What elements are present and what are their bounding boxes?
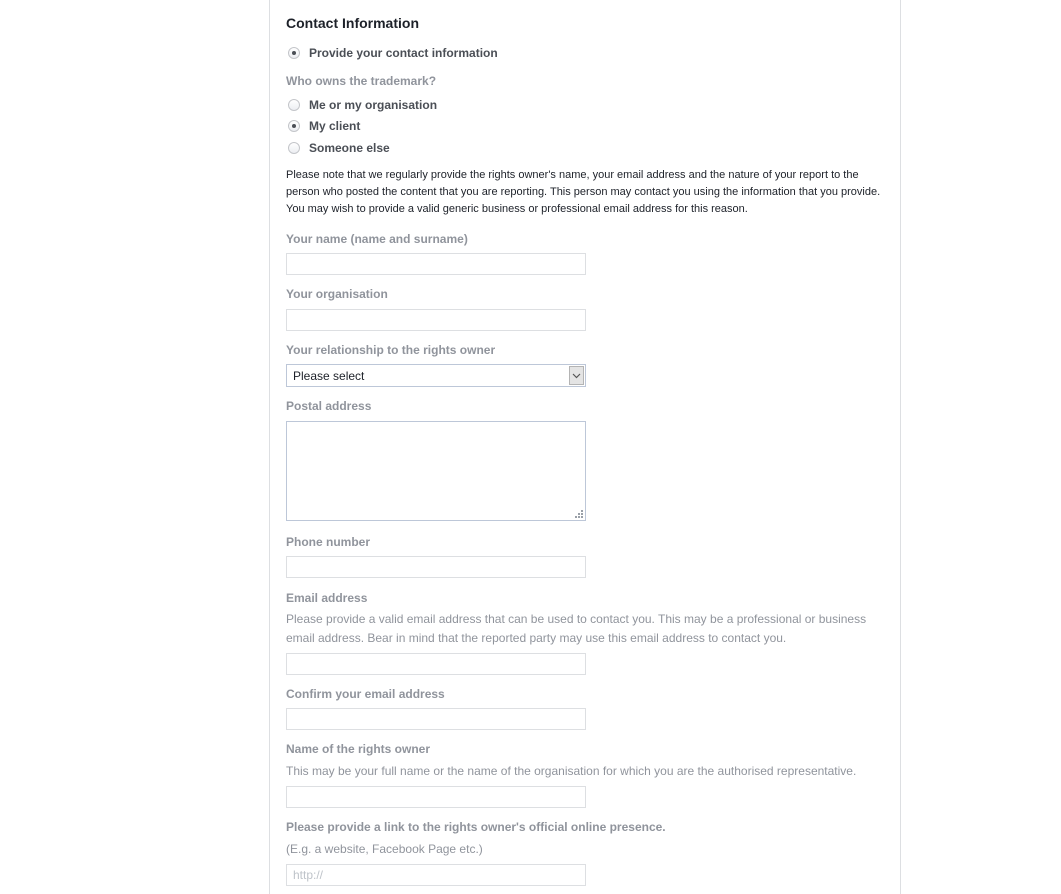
online-presence-label: Please provide a link to the rights owner's official online presence. [286, 820, 666, 834]
rights-owner-name-label: Name of the rights owner [286, 742, 431, 756]
organisation-label: Your organisation [286, 287, 388, 301]
confirm-email-input[interactable] [286, 708, 586, 730]
online-presence-help-text: (E.g. a website, Facebook Page etc.) [286, 842, 483, 856]
relationship-selected-value: Please select [293, 368, 365, 383]
postal-address-textarea[interactable] [286, 421, 586, 521]
radio-label: Me or my organisation [309, 98, 438, 112]
rights-owner-name-input[interactable] [286, 786, 586, 808]
email-help-text: Please provide a valid email address that can be used to contact you. This may be a professional or business email address. Bear in mind that the reported party may use this email address to contact you. [286, 612, 867, 645]
radio-label: Someone else [309, 141, 390, 155]
confirm-email-label: Confirm your email address [286, 687, 445, 701]
rights-owner-name-help-text: This may be your full name or the name of the organisation for which you are the authorised representative. [286, 764, 857, 778]
radio-provide-contact-info[interactable] [288, 44, 498, 62]
privacy-notice: Please note that we regularly provide the rights owner's name, your email address and the nature of your report to the person who posted the content that you are reporting. This person may contact you using the information that you provide. You may wish to provide a valid generic business or professional email address for this reason. [286, 169, 881, 215]
radio-someone-else[interactable] [288, 139, 390, 157]
form-panel [269, 0, 901, 894]
email-label: Email address [286, 591, 368, 605]
form-content [286, 0, 886, 856]
name-label: Your name (name and surname) [286, 232, 468, 246]
organisation-input[interactable] [286, 309, 586, 331]
section-title: Contact Information [286, 15, 419, 31]
name-input[interactable] [286, 253, 586, 275]
ownership-question: Who owns the trademark? [286, 74, 437, 88]
radio-checked-icon[interactable] [288, 47, 300, 59]
online-presence-input[interactable] [286, 864, 586, 886]
phone-label: Phone number [286, 535, 371, 549]
radio-unchecked-icon[interactable] [288, 142, 300, 154]
postal-address-label: Postal address [286, 399, 372, 413]
radio-label: Provide your contact information [309, 46, 498, 60]
relationship-label: Your relationship to the rights owner [286, 343, 496, 357]
radio-label: My client [309, 119, 361, 133]
chevron-down-icon[interactable] [569, 366, 584, 385]
email-input[interactable] [286, 653, 586, 675]
relationship-select[interactable] [286, 364, 586, 387]
phone-input[interactable] [286, 556, 586, 578]
radio-me-or-my-organisation[interactable] [288, 96, 437, 114]
radio-my-client[interactable] [288, 117, 360, 135]
radio-unchecked-icon[interactable] [288, 99, 300, 111]
radio-checked-icon[interactable] [288, 120, 300, 132]
resize-grip-icon[interactable] [575, 510, 583, 518]
